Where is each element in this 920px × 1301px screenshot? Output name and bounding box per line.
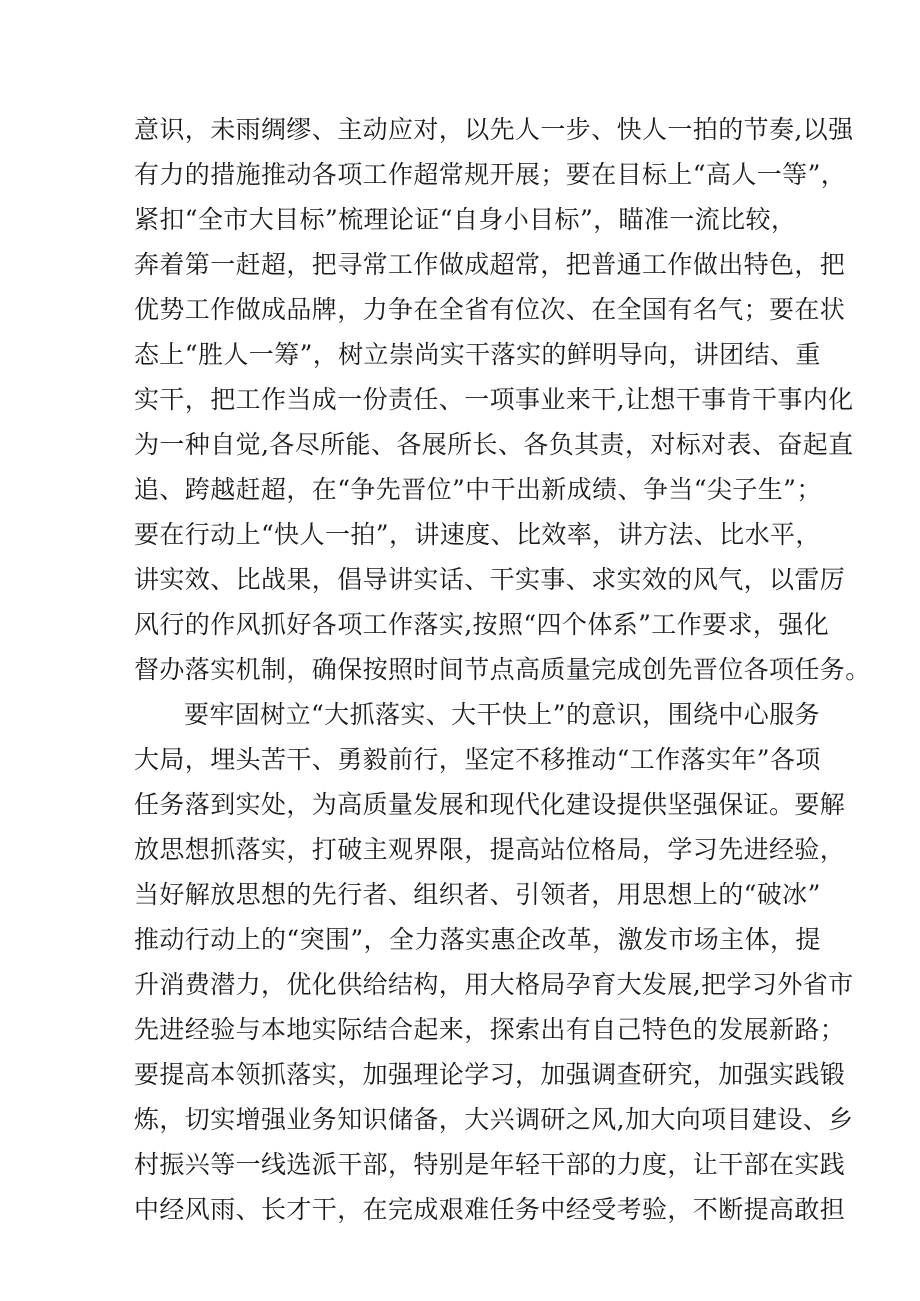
text-line: 督办落实机制，确保按照时间节点高质量完成创先晋位各项任务。 [134, 655, 871, 684]
text-line: 中经风雨、长才干，在完成艰难任务中经受考验，不断提高敢担 [134, 1195, 846, 1224]
text-line: 要提高本领抓落实，加强理论学习，加强调查研究，加强实践锻 [134, 1060, 846, 1089]
text-line: 为一种自觉,各尽所能、各展所长、各负其责，对标对表、奋起直 [134, 430, 854, 459]
text-line: 优势工作做成品牌，力争在全省有位次、在全国有名气；要在状 [134, 295, 846, 324]
paragraph-first-line: 要牢固树立“大抓落实、大干快上”的意识，围绕中心服务 [184, 700, 820, 729]
text-line: 先进经验与本地实际结合起来，探索出有自己特色的发展新路； [134, 1015, 846, 1044]
text-line: 追、跨越赶超，在“争先晋位”中干出新成绩、争当“尖子生”； [134, 475, 822, 504]
text-line: 紧扣“全市大目标”梳理论证“自身小目标”，瞄准一流比较， [134, 205, 797, 234]
text-line: 态上“胜人一筹”，树立崇尚实干落实的鲜明导向，讲团结、重 [134, 340, 821, 369]
text-line: 要在行动上“快人一拍”，讲速度、比效率，讲方法、比水平， [134, 520, 821, 549]
text-line: 意识，未雨绸缪、主动应对，以先人一步、快人一拍的节奏,以强 [134, 115, 854, 144]
text-line: 任务落到实处，为高质量发展和现代化建设提供坚强保证。要解 [134, 790, 846, 819]
text-line: 当好解放思想的先行者、组织者、引领者，用思想上的“破冰” [134, 880, 821, 909]
text-line: 大局，埋头苦干、勇毅前行，坚定不移推动“工作落实年”各项 [134, 745, 821, 774]
text-line: 村振兴等一线选派干部，特别是年轻干部的力度，让干部在实践 [134, 1150, 846, 1179]
text-line: 讲实效、比战果，倡导讲实话、干实事、求实效的风气，以雷厉 [134, 565, 846, 594]
text-line: 推动行动上的“突围”，全力落实惠企改革，激发市场主体，提 [134, 925, 821, 954]
text-line: 实干，把工作当成一份责任、一项事业来干,让想干事肯干事内化 [134, 385, 854, 414]
text-line: 炼，切实增强业务知识储备，大兴调研之风,加大向项目建设、乡 [134, 1105, 854, 1134]
text-line: 放思想抓落实，打破主观界限，提高站位格局，学习先进经验， [134, 835, 846, 864]
text-line: 风行的作风抓好各项工作落实,按照“四个体系”工作要求，强化 [134, 610, 830, 639]
text-line: 奔着第一赶超，把寻常工作做成超常，把普通工作做出特色，把 [134, 250, 846, 279]
text-line: 有力的措施推动各项工作超常规开展；要在目标上“高人一等”， [134, 160, 847, 189]
text-line: 升消费潜力，优化供给结构，用大格局孕育大发展,把学习外省市 [134, 970, 854, 999]
